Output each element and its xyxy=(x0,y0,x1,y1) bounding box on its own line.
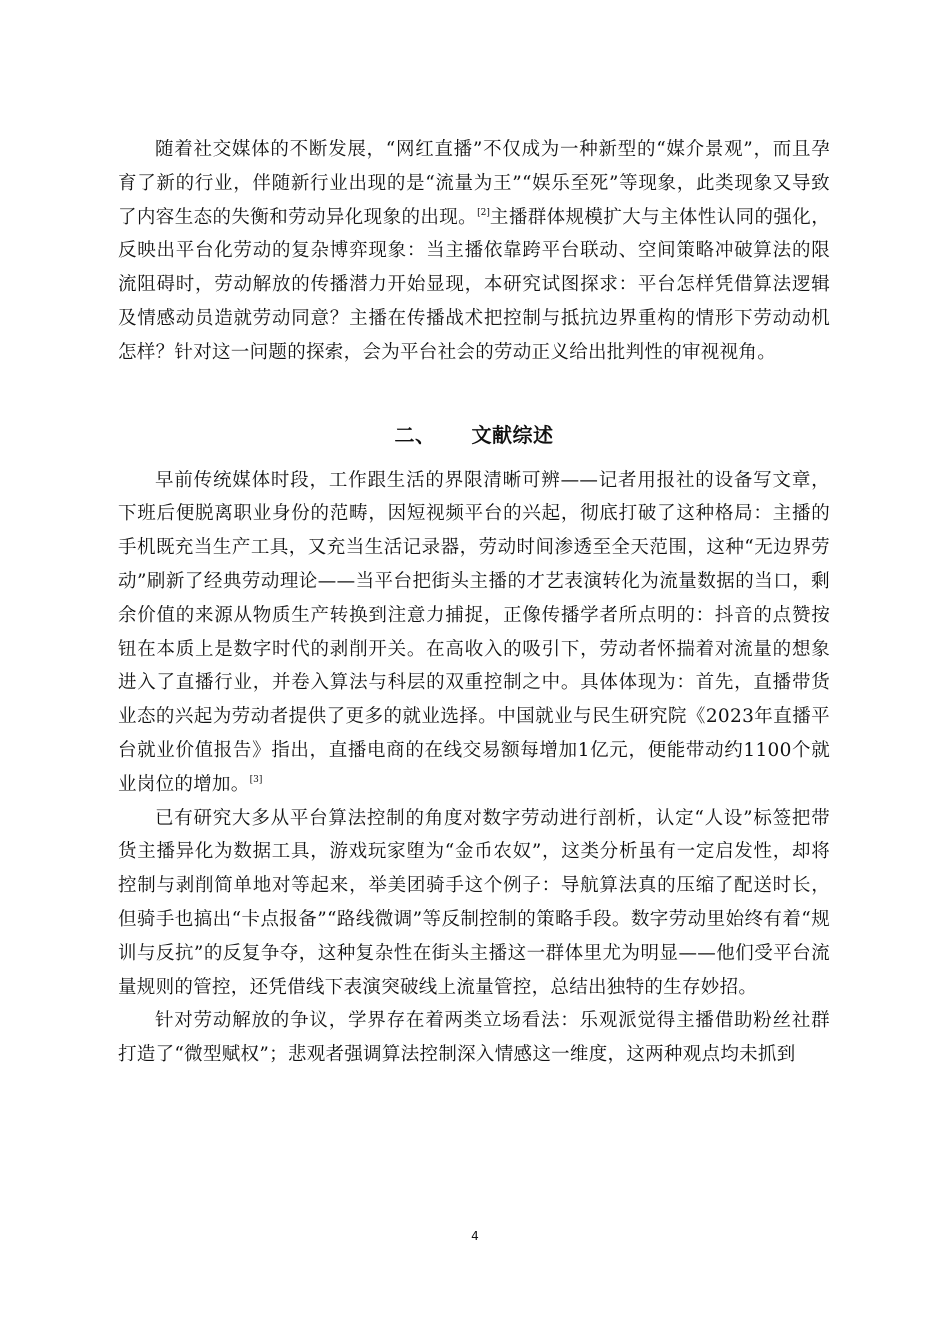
citation-marker: [2] xyxy=(477,207,490,218)
paragraph-text: 随着社交媒体的不断发展，“网红直播”不仅成为一种新型的“媒介景观”，而且孕育了新的行业，伴随新行业出现的是“流量为王”“娱乐至死”等现象，此类现象又导致了内容生态的失衡和劳动异化现象的出现。 xyxy=(118,139,830,228)
paragraph-text: 早前传统媒体时段，工作跟生活的界限清晰可辨——记者用报社的设备写文章，下班后便脱离职业身份的范畴，因短视频平台的兴起，彻底打破了这种格局：主播的手机既充当生产工具，又充当生活记录器，劳动时间渗透至全天范围，这种“无边界劳动”刷新了经典劳动理论——当平台把街头主播的才艺表演转化为流量数据的当口，剩余价值的来源从物质生产转换到注意力捕捉，正像传播学者所点明的：抖音的点赞按钮在本质上是数字时代的剥削开关。在高收入的吸引下，劳动者怀揣着对流量的想象进入了直播行业，并卷入算法与科层的双重控制之中。具体体现为：首先，直播带货业态的兴起为劳动者提供了更多的就业选择。中国就业与民生研究院《2023年直播平台就业价值报告》指出，直播电商的在线交易额每增加1亿元，便能带动约1100个就业岗位的增加。 xyxy=(118,469,830,795)
paragraph-literature-2 xyxy=(118,802,830,1005)
section-number: 二、 xyxy=(394,422,436,447)
paragraph-literature-1 xyxy=(118,464,830,802)
section-heading xyxy=(118,420,830,450)
paragraph-text: 针对劳动解放的争议，学界存在着两类立场看法：乐观派觉得主播借助粉丝社群打造了“微型赋权”；悲观者强调算法控制深入情感这一维度，这两种观点均未抓到 xyxy=(118,1010,830,1066)
paragraph-text: 主播群体规模扩大与主体性认同的强化，反映出平台化劳动的复杂博弈现象：当主播依靠跨平台联动、空间策略冲破算法的限流阻碍时，劳动解放的传播潜力开始显现，本研究试图探求：平台怎样凭借算法逻辑及情感动员造就劳动同意？主播在传播战术把控制与抵抗边界重构的情形下劳动动机怎样？针对这一问题的探索，会为平台社会的劳动正义给出批判性的审视视角。 xyxy=(118,206,831,363)
section-title: 文献综述 xyxy=(471,422,554,447)
paragraph-intro xyxy=(118,133,830,370)
page-number: 4 xyxy=(471,1229,479,1243)
paragraph-literature-3 xyxy=(118,1004,830,1072)
citation-marker: [3] xyxy=(249,774,263,785)
document-page xyxy=(118,133,830,1072)
paragraph-text: 已有研究大多从平台算法控制的角度对数字劳动进行剖析，认定“人设”标签把带货主播异化为数据工具，游戏玩家堕为“金币农奴”，这类分析虽有一定启发性，却将控制与剥削简单地对等起来，举美团骑手这个例子：导航算法真的压缩了配送时长，但骑手也搞出“卡点报备”“路线微调”等反制控制的策略手段。数字劳动里始终有着“规训与反抗”的反复争夺，这种复杂性在街头主播这一群体里尤为明显——他们受平台流量规则的管控，还凭借线下表演突破线上流量管控，总结出独特的生存妙招。 xyxy=(118,807,830,998)
